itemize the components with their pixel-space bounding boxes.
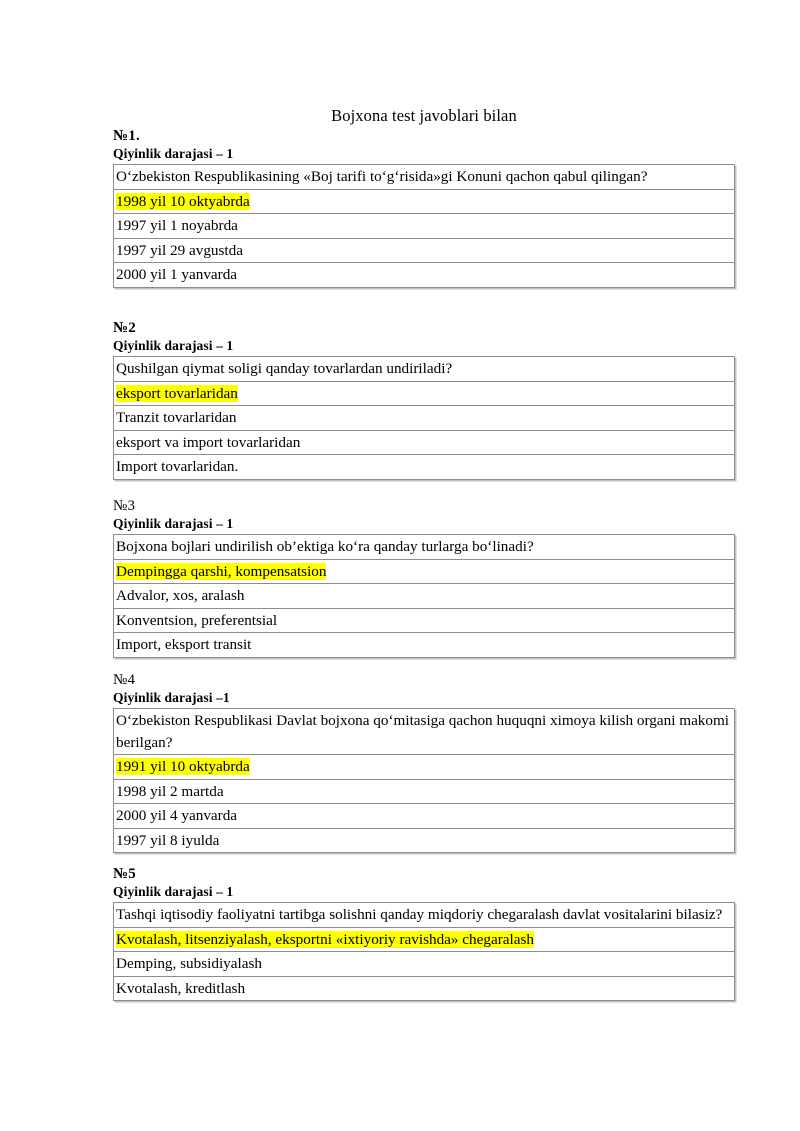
question-prompt-row — [114, 903, 735, 928]
question-number: №1. — [113, 128, 140, 144]
answer-option-row[interactable] — [114, 214, 735, 239]
answer-option-text: Import tovarlaridan. — [116, 458, 239, 475]
answer-option-row[interactable] — [114, 559, 735, 584]
question-table — [113, 356, 735, 480]
answer-option-cell[interactable] — [114, 189, 735, 214]
answer-option-text-highlighted: eksport tovarlaridan — [116, 384, 238, 402]
question-number: №5 — [113, 866, 136, 882]
question-prompt-cell — [114, 903, 735, 928]
answer-option-text: 2000 yil 1 yanvarda — [116, 266, 238, 283]
answer-option-cell[interactable] — [114, 214, 735, 239]
answer-option-row[interactable] — [114, 455, 735, 480]
answer-option-cell[interactable] — [114, 755, 735, 780]
answer-option-text-highlighted: 1991 yil 10 oktyabrda — [116, 758, 250, 775]
question-prompt-text: O‘zbekiston Respublikasi Davlat bojxona qo‘mitasiga qachon huquqni ximoya kilish organi makomi berilgan? — [116, 712, 730, 751]
answer-option-cell[interactable] — [114, 559, 735, 584]
question-prompt-row — [114, 165, 735, 190]
question-prompt-row — [114, 357, 735, 382]
answer-option-cell[interactable] — [114, 976, 735, 1001]
answer-option-cell[interactable] — [114, 927, 735, 952]
answer-option-cell[interactable] — [114, 455, 735, 480]
answer-option-cell[interactable] — [114, 804, 735, 829]
question-number: №3 — [113, 498, 136, 514]
answer-option-row[interactable] — [114, 927, 735, 952]
answer-option-cell[interactable] — [114, 238, 735, 263]
answer-option-text: Advalor, xos, aralash — [116, 587, 245, 604]
answer-option-row[interactable] — [114, 952, 735, 977]
answer-option-text-highlighted: Kvotalash, litsenziyalash, eksportni «ixtiyoriy ravishda» chegaralash — [116, 930, 534, 948]
question-prompt-cell — [114, 535, 735, 560]
answer-option-row[interactable] — [114, 976, 735, 1001]
difficulty-label: Qiyinlik darajasi – 1 — [113, 884, 234, 899]
answer-option-text: 1997 yil 8 iyulda — [116, 831, 220, 849]
answer-option-text-highlighted: 1998 yil 10 oktyabrda — [116, 192, 250, 210]
answer-option-cell[interactable] — [114, 263, 735, 288]
question-prompt-cell — [114, 165, 735, 190]
question-prompt-text: Bojxona bojlari undirilish ob’ektiga ko‘ra qanday turlarga bo‘linadi? — [116, 538, 534, 555]
answer-option-text: Demping, subsidiyalash — [116, 955, 262, 972]
question-block — [113, 498, 735, 658]
page-title: Bojxona test javoblari bilan — [331, 106, 517, 125]
question-table — [113, 164, 735, 288]
answer-option-text: 2000 yil 4 yanvarda — [116, 807, 238, 824]
answer-option-cell[interactable] — [114, 430, 735, 455]
answer-option-row[interactable] — [114, 584, 735, 609]
answer-option-text: Kvotalash, kreditlash — [116, 979, 246, 997]
question-prompt-row — [114, 535, 735, 560]
question-block — [113, 866, 735, 1001]
answer-option-text: 1997 yil 29 avgustda — [116, 241, 243, 259]
question-block — [113, 672, 735, 853]
answer-option-text: eksport va import tovarlaridan — [116, 433, 301, 451]
question-prompt-row — [114, 709, 735, 755]
question-table — [113, 534, 735, 658]
question-prompt-cell — [114, 357, 735, 382]
answer-option-cell[interactable] — [114, 584, 735, 609]
difficulty-label: Qiyinlik darajasi – 1 — [113, 338, 234, 353]
answer-option-row[interactable] — [114, 779, 735, 804]
answer-option-row[interactable] — [114, 828, 735, 853]
question-number: №2 — [113, 320, 136, 336]
answer-option-row[interactable] — [114, 608, 735, 633]
answer-option-cell[interactable] — [114, 779, 735, 804]
difficulty-label: Qiyinlik darajasi – 1 — [113, 516, 234, 531]
question-prompt-text: Qushilgan qiymat soligi qanday tovarlardan undiriladi? — [116, 360, 453, 377]
difficulty-label: Qiyinlik darajasi –1 — [113, 690, 230, 705]
answer-option-cell[interactable] — [114, 633, 735, 658]
answer-option-row[interactable] — [114, 633, 735, 658]
answer-option-row[interactable] — [114, 430, 735, 455]
answer-option-cell[interactable] — [114, 828, 735, 853]
answer-option-cell[interactable] — [114, 608, 735, 633]
question-table — [113, 708, 735, 853]
answer-option-text: Tranzit tovarlaridan — [116, 409, 237, 426]
answer-option-row[interactable] — [114, 755, 735, 780]
question-prompt-text: Tashqi iqtisodiy faoliyatni tartibga solishni qanday miqdoriy chegaralash davlat vositalarini bilasiz? — [116, 906, 723, 923]
answer-option-cell[interactable] — [114, 381, 735, 406]
question-block — [113, 128, 735, 288]
question-table — [113, 902, 735, 1001]
answer-option-cell[interactable] — [114, 406, 735, 431]
answer-option-row[interactable] — [114, 263, 735, 288]
answer-option-row[interactable] — [114, 406, 735, 431]
answer-option-row[interactable] — [114, 381, 735, 406]
answer-option-row[interactable] — [114, 189, 735, 214]
answer-option-text: 1997 yil 1 noyabrda — [116, 217, 238, 234]
answer-option-text-highlighted: Dempingga qarshi, kompensatsion — [116, 562, 327, 580]
answer-option-cell[interactable] — [114, 952, 735, 977]
answer-option-text: Konventsion, preferentsial — [116, 611, 278, 629]
question-block — [113, 320, 735, 480]
answer-option-text: Import, eksport transit — [116, 636, 252, 653]
answer-option-text: 1998 yil 2 martda — [116, 782, 224, 800]
question-number: №4 — [113, 672, 136, 688]
question-prompt-cell — [114, 709, 735, 755]
question-prompt-text: O‘zbekiston Respublikasining «Boj tarifi to‘g‘risida»gi Konuni qachon qabul qilingan? — [116, 168, 648, 185]
answer-option-row[interactable] — [114, 804, 735, 829]
difficulty-label: Qiyinlik darajasi – 1 — [113, 146, 234, 161]
answer-option-row[interactable] — [114, 238, 735, 263]
